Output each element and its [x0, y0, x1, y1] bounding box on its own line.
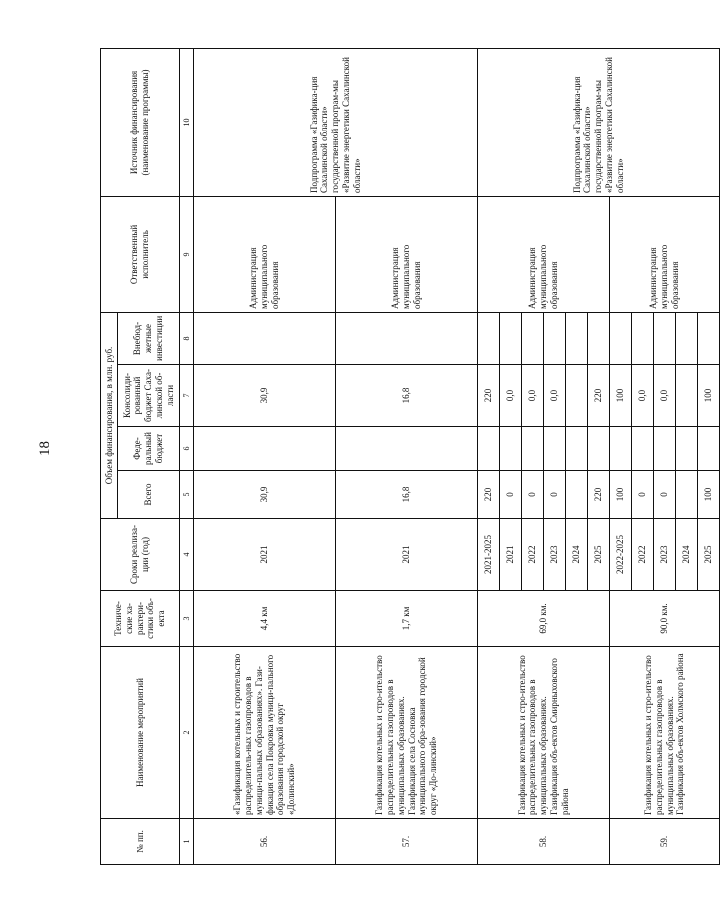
col-number: 10	[180, 48, 194, 196]
row-regional: 30,9	[194, 365, 336, 427]
row-year: 2025	[698, 519, 720, 591]
col-num-header: № пп.	[101, 819, 180, 865]
row-offbudget	[544, 312, 566, 364]
row-regional: 0,0	[544, 365, 566, 427]
row-federal	[676, 427, 698, 471]
row-offbudget	[610, 312, 632, 364]
row-total: 220	[588, 471, 610, 519]
col-source-header: Источник финансирования (наименование программы)	[101, 48, 180, 196]
row-federal	[522, 427, 544, 471]
row-tech: 4,4 км	[194, 591, 336, 647]
col-regional-header: Консолиди-рованный бюджет Саха-линской об-ласти	[118, 365, 180, 427]
row-year: 2023	[654, 519, 676, 591]
row-offbudget	[522, 312, 544, 364]
row-federal	[336, 427, 478, 471]
col-executor-header: Ответственный исполнитель	[101, 196, 180, 312]
col-number: 1	[180, 819, 194, 865]
col-number: 6	[180, 427, 194, 471]
col-number: 2	[180, 647, 194, 819]
row-number: 56.	[194, 819, 336, 865]
row-total	[676, 471, 698, 519]
row-year: 2022	[632, 519, 654, 591]
col-offbudget-header: Внебюд-жетные инвестиции	[118, 312, 180, 364]
row-year: 2022	[522, 519, 544, 591]
column-number-row	[180, 48, 194, 864]
row-executor: Администрация муниципального образования	[336, 196, 478, 312]
row-name: «Газификация котельных и строительство распределитель-ных газопроводов в муници-пальных образованиях». Гази-фикация села Покровка муници-пального образования городской округ «Долинский»	[194, 647, 336, 819]
col-name-header: Наименование мероприятий	[101, 647, 180, 819]
col-terms-header: Сроки реализа-ции (год)	[101, 519, 180, 591]
row-total: 0	[500, 471, 522, 519]
row-offbudget	[698, 312, 720, 364]
row-year: 2024	[566, 519, 588, 591]
row-federal	[500, 427, 522, 471]
row-federal	[194, 427, 336, 471]
row-number: 58.	[478, 819, 610, 865]
row-year: 2021-2025	[478, 519, 500, 591]
row-regional: 220	[588, 365, 610, 427]
col-volume-header: Объем финансирования, в млн. руб.	[101, 312, 118, 518]
row-regional: 0,0	[522, 365, 544, 427]
row-total: 0	[544, 471, 566, 519]
row-year: 2025	[588, 519, 610, 591]
row-executor: Администрация муниципального образования	[478, 196, 610, 312]
col-number: 9	[180, 196, 194, 312]
row-offbudget	[566, 312, 588, 364]
row-regional: 0,0	[632, 365, 654, 427]
financing-table	[100, 48, 720, 865]
row-tech: 69,0 км.	[478, 591, 610, 647]
row-federal	[566, 427, 588, 471]
col-number: 8	[180, 312, 194, 364]
row-source-a: Подпрограмма «Газифика-ция Сахалинской области» государственной програм-мы «Развитие энергетики Сахалинской области»	[194, 48, 478, 196]
header-row-1	[101, 48, 118, 864]
row-number: 59.	[610, 819, 720, 865]
row-number: 57.	[336, 819, 478, 865]
row-federal	[478, 427, 500, 471]
row-offbudget	[632, 312, 654, 364]
col-number: 5	[180, 471, 194, 519]
row-year: 2023	[544, 519, 566, 591]
row-total: 0	[632, 471, 654, 519]
row-tech: 1,7 км	[336, 591, 478, 647]
row-offbudget	[336, 312, 478, 364]
row-regional	[566, 365, 588, 427]
table-row-56	[194, 48, 336, 864]
row-tech: 90,0 км.	[610, 591, 720, 647]
row-offbudget	[500, 312, 522, 364]
row-regional: 100	[610, 365, 632, 427]
row-total	[566, 471, 588, 519]
row-year: 2021	[194, 519, 336, 591]
col-number: 3	[180, 591, 194, 647]
row-year: 2022-2025	[610, 519, 632, 591]
page-number: 18	[37, 441, 53, 456]
row-regional: 0,0	[500, 365, 522, 427]
row-total: 0	[654, 471, 676, 519]
row-offbudget	[478, 312, 500, 364]
row-total: 30,9	[194, 471, 336, 519]
row-federal	[698, 427, 720, 471]
row-total: 0	[522, 471, 544, 519]
col-total-header: Всего	[118, 471, 180, 519]
row-executor: Администрация муниципального образования	[610, 196, 720, 312]
row-regional: 0,0	[654, 365, 676, 427]
row-offbudget	[194, 312, 336, 364]
row-regional	[676, 365, 698, 427]
row-executor: Администрация муниципального образования	[194, 196, 336, 312]
row-federal	[654, 427, 676, 471]
row-federal	[610, 427, 632, 471]
col-tech-header: Техниче-ские ха-рактери-стики объ-екта	[101, 591, 180, 647]
row-total: 220	[478, 471, 500, 519]
row-year: 2024	[676, 519, 698, 591]
row-year: 2021	[500, 519, 522, 591]
row-source-b: Подпрограмма «Газифика-ция Сахалинской области» государственной програм-мы «Развитие энергетики Сахалинской области»	[478, 48, 720, 196]
row-name: Газификация котельных и стро-ительство распределительных газопроводов в муниципальных образованиях. Газификация села Сосновка муниципального обра-зования городской округ «До-линский»	[336, 647, 478, 819]
table-row-58	[478, 48, 500, 864]
row-regional: 220	[478, 365, 500, 427]
row-federal	[588, 427, 610, 471]
row-year: 2021	[336, 519, 478, 591]
row-offbudget	[676, 312, 698, 364]
col-number: 4	[180, 519, 194, 591]
row-offbudget	[588, 312, 610, 364]
row-federal	[544, 427, 566, 471]
rotated-table-container	[100, 49, 714, 865]
row-name: Газификация котельных и стро-ительство распределительных газопроводов в муниципальных образованиях. Газификация объ-ектов Смирныховского района	[478, 647, 610, 819]
row-regional: 16,8	[336, 365, 478, 427]
row-federal	[632, 427, 654, 471]
row-total: 100	[698, 471, 720, 519]
row-offbudget	[654, 312, 676, 364]
row-total: 16,8	[336, 471, 478, 519]
col-federal-header: Феде-ральный бюджет	[118, 427, 180, 471]
row-regional: 100	[698, 365, 720, 427]
col-number: 7	[180, 365, 194, 427]
row-total: 100	[610, 471, 632, 519]
row-name: Газификация котельных и стро-ительство распределительных газопроводов в муниципальных образованиях. Газификация объ-ектов Холмского района	[610, 647, 720, 819]
